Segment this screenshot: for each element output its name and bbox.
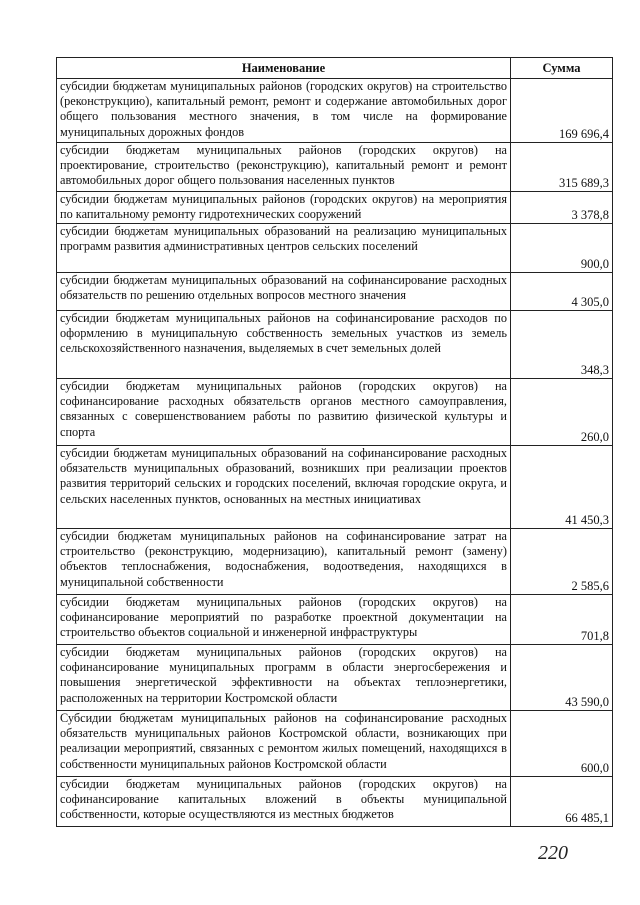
row-name: субсидии бюджетам муниципальных районов (городских округов) на проектирование, строительство (реконструкцию), капитальный ремонт и ремонт автомобильных дорог общего пользования населенных пунктов — [57, 143, 511, 192]
row-name: субсидии бюджетам муниципальных образований на софинансирование расходных обязательств муниципальных образований, возникших при реализации проектов развития территорий сельских и городских поселений, включая городские округа, и сельских населенных пунктов, основанных на местных инициативах — [57, 446, 511, 529]
table-row — [57, 595, 613, 645]
table-body — [57, 79, 613, 827]
table-row — [57, 143, 613, 192]
table-row — [57, 224, 613, 273]
row-name: субсидии бюджетам муниципальных районов (городских округов) на софинансирование мероприятий по разработке проектной документации на строительство объектов социальной и инженерной инфраструктуры — [57, 595, 511, 645]
row-name: субсидии бюджетам муниципальных районов (городских округов) на софинансирование расходных обязательств органов местного самоуправления, связанных с совершенствованием работы по развитию физической культуры и спорта — [57, 379, 511, 446]
table-row — [57, 777, 613, 827]
table-row — [57, 529, 613, 595]
row-name: субсидии бюджетам муниципальных районов (городских округов) на мероприятия по капитальному ремонту гидротехнических сооружений — [57, 192, 511, 224]
row-sum: 66 485,1 — [511, 777, 613, 827]
row-sum: 2 585,6 — [511, 529, 613, 595]
header-sum: Сумма — [511, 58, 613, 79]
row-sum: 701,8 — [511, 595, 613, 645]
row-sum: 348,3 — [511, 311, 613, 379]
row-sum: 43 590,0 — [511, 645, 613, 711]
table-row — [57, 79, 613, 143]
row-sum: 41 450,3 — [511, 446, 613, 529]
budget-table — [56, 57, 613, 827]
table-row — [57, 446, 613, 529]
row-sum: 3 378,8 — [511, 192, 613, 224]
page-number: 220 — [538, 842, 568, 864]
row-sum: 4 305,0 — [511, 273, 613, 311]
row-name: субсидии бюджетам муниципальных районов на софинансирование расходов по оформлению в муниципальную собственность земельных участков из земель сельскохозяйственного назначения, выделяемых в счет земельных долей — [57, 311, 511, 379]
row-name: субсидии бюджетам муниципальных образований на софинансирование расходных обязательств по решению отдельных вопросов местного значения — [57, 273, 511, 311]
row-name: субсидии бюджетам муниципальных образований на реализацию муниципальных программ развития административных центров сельских поселений — [57, 224, 511, 273]
row-name: субсидии бюджетам муниципальных районов на софинансирование затрат на строительство (реконструкцию, модернизацию), капитальный ремонт (замену) объектов теплоснабжения, водоснабжения, водоотведения, находящихся в муниципальной собственности — [57, 529, 511, 595]
table-row — [57, 273, 613, 311]
row-name: субсидии бюджетам муниципальных районов (городских округов) на софинансирование капитальных вложений в объекты муниципальной собственности, которые осуществляются из местных бюджетов — [57, 777, 511, 827]
table-header-row — [57, 58, 613, 79]
row-name: Субсидии бюджетам муниципальных районов на софинансирование расходных обязательств муниципальных районов Костромской области, возникающих при реализации мероприятий, связанных с ремонтом жилых помещений, находящихся в собственности муниципальных районов Костромской области — [57, 711, 511, 777]
table-row — [57, 379, 613, 446]
row-sum: 260,0 — [511, 379, 613, 446]
table-row — [57, 711, 613, 777]
row-sum: 169 696,4 — [511, 79, 613, 143]
header-name: Наименование — [57, 58, 511, 79]
table-row — [57, 192, 613, 224]
row-name: субсидии бюджетам муниципальных районов (городских округов) на софинансирование муниципальных программ в области энергосбережения и повышения энергетической эффективности на объектах теплоэнергетики, расположенных на территории Костромской области — [57, 645, 511, 711]
row-sum: 315 689,3 — [511, 143, 613, 192]
row-sum: 600,0 — [511, 711, 613, 777]
row-name: субсидии бюджетам муниципальных районов (городских округов) на строительство (реконструкцию), капитальный ремонт, ремонт и содержание автомобильных дорог общего пользования местного значения, в том числе на формирование муниципальных дорожных фондов — [57, 79, 511, 143]
table-row — [57, 311, 613, 379]
row-sum: 900,0 — [511, 224, 613, 273]
table-row — [57, 645, 613, 711]
